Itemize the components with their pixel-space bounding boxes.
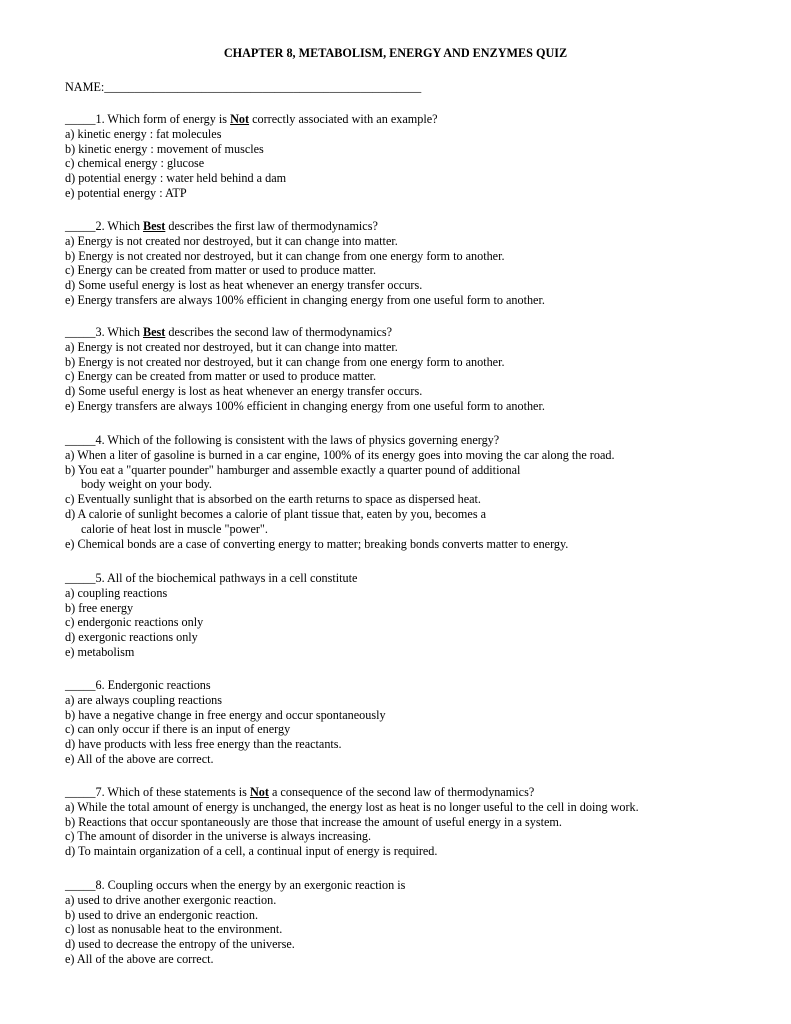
emphasis: Best — [142, 219, 166, 233]
emphasis: Not — [249, 785, 269, 799]
question-stem: _____2. Which Best describes the first law of thermodynamics? — [65, 219, 378, 233]
answer-blank: _____ — [65, 785, 96, 799]
option: a) Energy is not created nor destroyed, but it can change into matter. — [65, 339, 398, 354]
page-title: CHAPTER 8, METABOLISM, ENERGY AND ENZYMES QUIZ — [223, 46, 568, 60]
option: a) Energy is not created nor destroyed, but it can change into matter. — [65, 233, 398, 248]
question-stem: _____3. Which Best describes the second law of thermodynamics? — [65, 325, 393, 339]
name-field — [65, 80, 421, 95]
option: b) Energy is not created nor destroyed, but it can change from one energy form to another. — [65, 354, 505, 369]
option: e) Energy transfers are always 100% efficient in changing energy from one useful form to another. — [65, 398, 545, 413]
name-blank: ____________________________________________________ — [104, 80, 422, 94]
option: c) The amount of disorder in the universe is always increasing. — [65, 829, 372, 844]
question-4 — [65, 433, 765, 551]
question-stem: _____5. All of the biochemical pathways in a cell constitute — [65, 571, 358, 585]
option: d) Some useful energy is lost as heat whenever an energy transfer occurs. — [65, 278, 423, 293]
option: a) used to drive another exergonic reaction. — [65, 892, 277, 907]
answer-blank: _____ — [65, 571, 96, 585]
answer-blank: _____ — [65, 878, 96, 892]
option: e) All of the above are correct. — [65, 951, 214, 966]
option: c) Eventually sunlight that is absorbed on the earth returns to space as dispersed heat. — [65, 492, 481, 507]
option: b) used to drive an endergonic reaction. — [65, 907, 259, 922]
option: e) Chemical bonds are a case of converting energy to matter; breaking bonds converts matter to energy. — [65, 536, 569, 551]
answer-blank: _____ — [65, 678, 96, 692]
option: b) free energy — [65, 600, 134, 615]
question-6 — [65, 678, 765, 767]
question-stem: _____4. Which of the following is consistent with the laws of physics governing energy? — [65, 433, 500, 447]
question-7 — [65, 785, 765, 859]
option: b) Energy is not created nor destroyed, but it can change from one energy form to another. — [65, 248, 505, 263]
option: a) When a liter of gasoline is burned in a car engine, 100% of its energy goes into moving the car along the road. — [65, 447, 615, 462]
option: b) have a negative change in free energy and occur spontaneously — [65, 707, 386, 722]
option: d) To maintain organization of a cell, a continual input of energy is required. — [65, 844, 438, 859]
option: b) Reactions that occur spontaneously are those that increase the amount of useful energy in a system. — [65, 814, 562, 829]
emphasis: Best — [142, 325, 166, 339]
option: b) kinetic energy : movement of muscles — [65, 141, 264, 156]
question-1 — [65, 112, 765, 201]
name-label: NAME: — [65, 80, 105, 94]
emphasis: Not — [230, 112, 250, 126]
option: e) All of the above are correct. — [65, 751, 214, 766]
question-stem: _____1. Which form of energy is Not correctly associated with an example? — [65, 112, 438, 126]
option: d) used to decrease the entropy of the universe. — [65, 937, 295, 952]
question-5 — [65, 571, 765, 660]
question-3 — [65, 325, 765, 414]
option: d) exergonic reactions only — [65, 630, 198, 645]
option: e) Energy transfers are always 100% efficient in changing energy from one useful form to another. — [65, 292, 545, 307]
option-continuation: calorie of heat lost in muscle "power". — [81, 521, 268, 536]
option: a) are always coupling reactions — [65, 692, 223, 707]
option: c) Energy can be created from matter or used to produce matter. — [65, 263, 377, 278]
option: e) metabolism — [65, 644, 135, 659]
option: d) potential energy : water held behind a dam — [65, 171, 287, 186]
option: e) potential energy : ATP — [65, 185, 187, 200]
question-stem: _____8. Coupling occurs when the energy by an exergonic reaction is — [65, 878, 406, 892]
option: c) endergonic reactions only — [65, 615, 204, 630]
answer-blank: _____ — [65, 325, 96, 339]
option: d) A calorie of sunlight becomes a calorie of plant tissue that, eaten by you, becomes a — [65, 506, 487, 521]
option: a) While the total amount of energy is unchanged, the energy lost as heat is no longer useful to the cell in doing work. — [65, 799, 639, 814]
option: d) have products with less free energy than the reactants. — [65, 737, 342, 752]
question-stem: _____7. Which of these statements is Not a consequence of the second law of thermodynamics? — [65, 785, 535, 799]
option: c) chemical energy : glucose — [65, 156, 205, 171]
answer-blank: _____ — [65, 219, 96, 233]
question-stem: _____6. Endergonic reactions — [65, 678, 211, 692]
option: b) You eat a "quarter pounder" hamburger and assemble exactly a quarter pound of additional — [65, 462, 521, 477]
option: c) can only occur if there is an input of energy — [65, 722, 291, 737]
question-8 — [65, 878, 765, 967]
question-2 — [65, 219, 765, 308]
option-continuation: body weight on your body. — [81, 477, 212, 492]
option: c) lost as nonusable heat to the environment. — [65, 922, 283, 937]
option: a) kinetic energy : fat molecules — [65, 126, 222, 141]
option: a) coupling reactions — [65, 585, 168, 600]
answer-blank: _____ — [65, 112, 96, 126]
option: d) Some useful energy is lost as heat whenever an energy transfer occurs. — [65, 384, 423, 399]
answer-blank: _____ — [65, 433, 96, 447]
option: c) Energy can be created from matter or used to produce matter. — [65, 369, 377, 384]
